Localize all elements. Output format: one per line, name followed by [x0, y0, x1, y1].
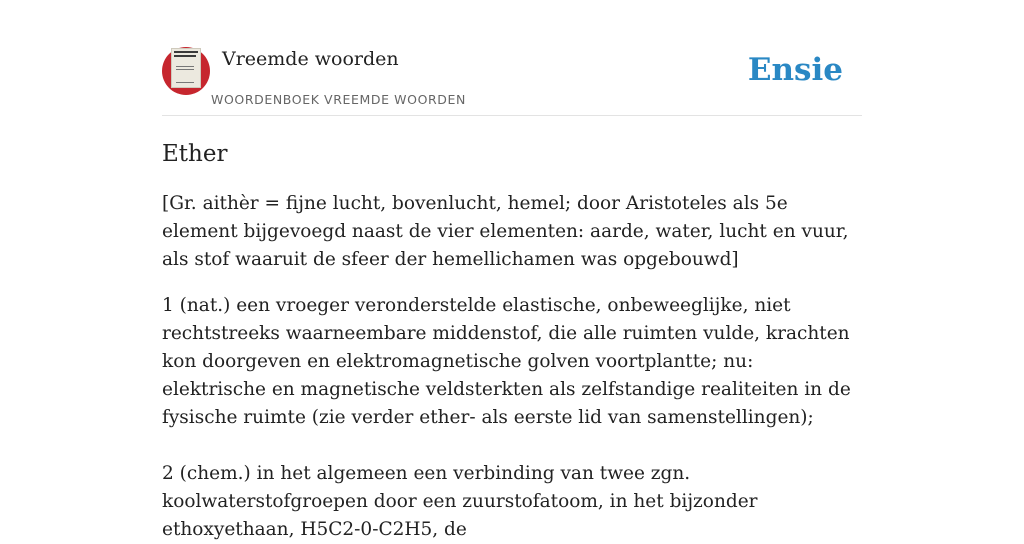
dictionary-title-link[interactable]: Vreemde woorden [222, 48, 399, 70]
entry-content [162, 138, 862, 544]
book-cover-icon [171, 48, 201, 88]
dictionary-avatar[interactable] [162, 47, 210, 95]
entry-title: Ether [162, 141, 228, 167]
site-header [162, 46, 862, 116]
definition-1: 1 (nat.) een vroeger veronderstelde elastische, onbeweeglijke, niet rechtstreeks waarneembare middenstof, die alle ruimten vulde, krachten kon doorgeven en elektromagnetische golven voortplantte; nu: elektrische en magnetische veldsterkten als zelfstandige realiteiten in de fysische ruimte (zie verder ether- als eerste lid van samenstellingen); [162, 295, 851, 428]
ensie-logo[interactable]: Ensie [747, 52, 843, 88]
entry-etymology: [Gr. aithèr = fijne lucht, bovenlucht, hemel; door Aristoteles als 5e element bijgevoegd naast de vier elementen: aarde, water, lucht en vuur, als stof waaruit de sfeer der hemellichamen was opgebouwd] [162, 193, 849, 270]
dictionary-subtitle: WOORDENBOEK VREEMDE WOORDEN [211, 92, 466, 107]
definition-spacer [162, 432, 862, 460]
definition-2: 2 (chem.) in het algemeen een verbinding van twee zgn. koolwaterstofgroepen door een zuurstofatoom, in het bijzonder ethoxyethaan, H5C2-0-C2H5, de [162, 463, 758, 540]
